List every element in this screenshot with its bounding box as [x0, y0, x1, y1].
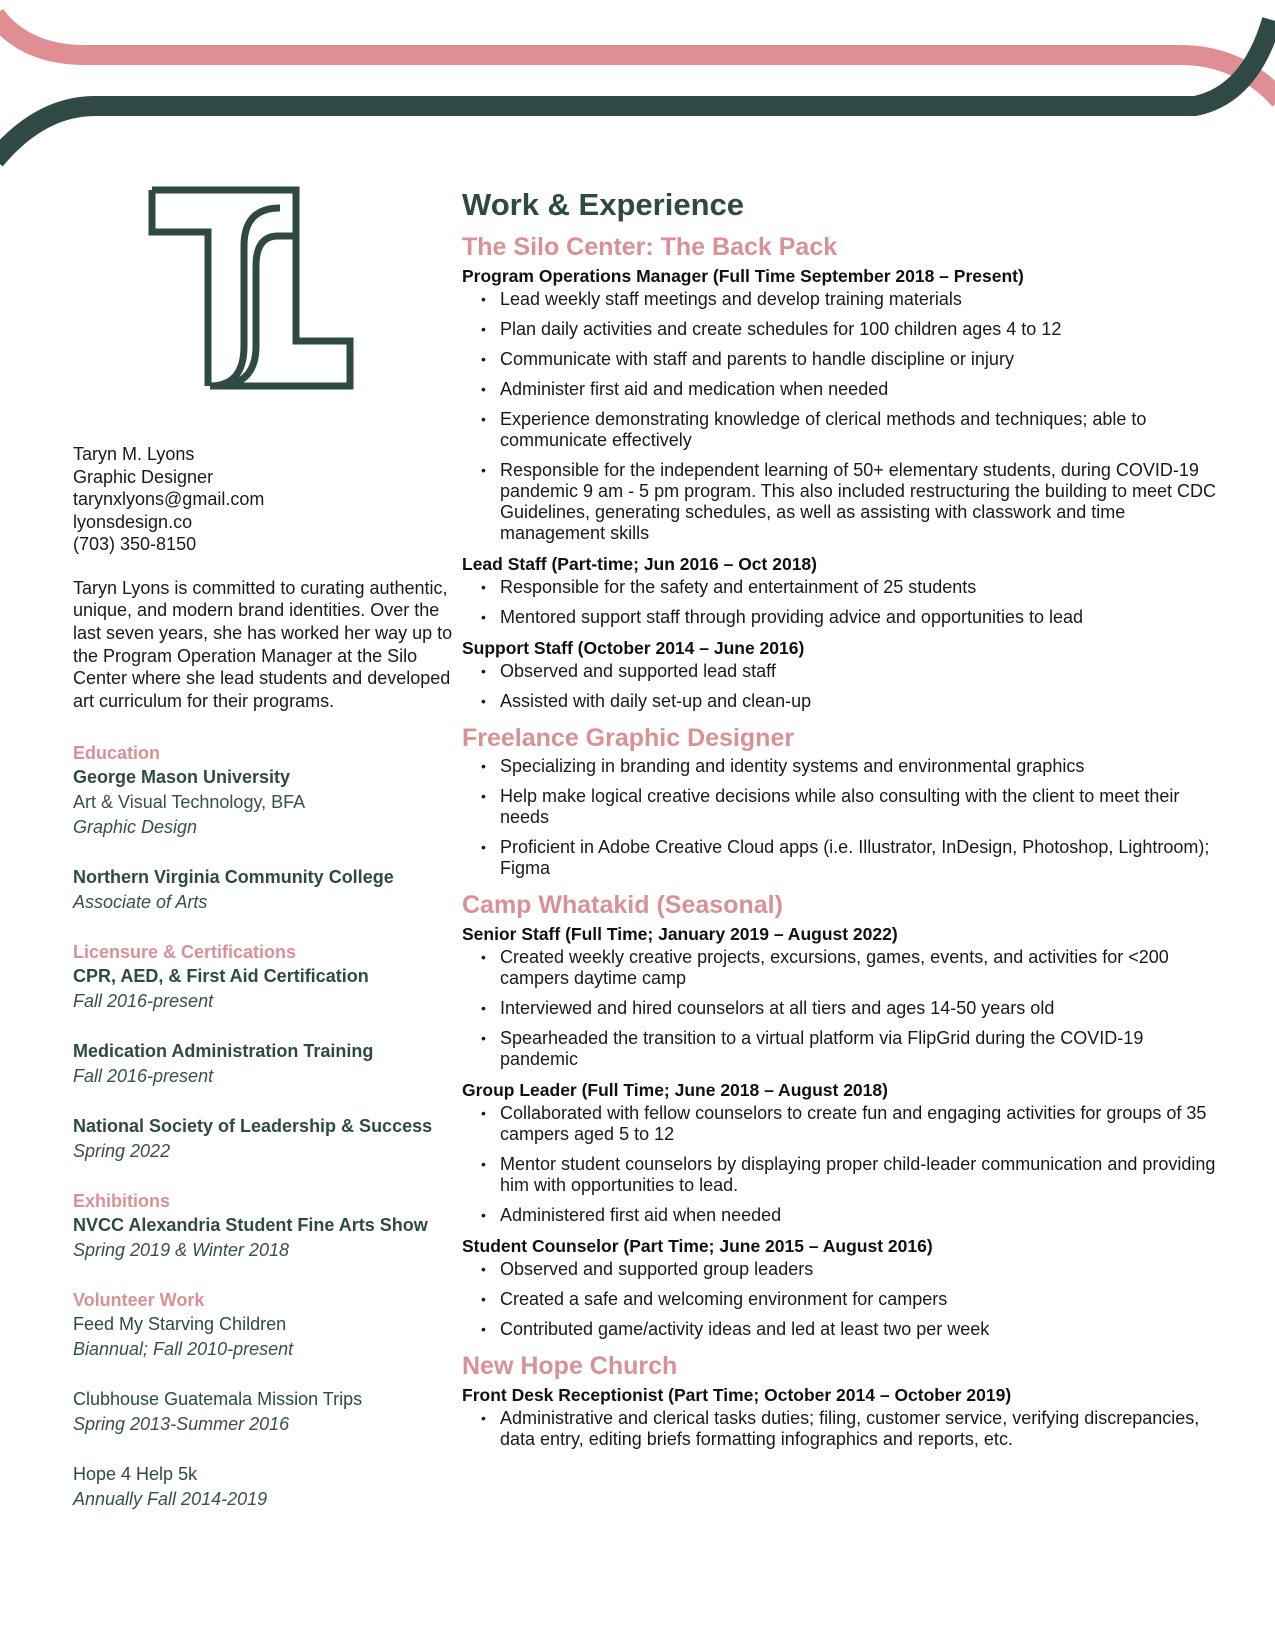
bullet-item: • Responsible for the safety and entertainment of 25 students [462, 577, 1217, 598]
entry-name: Northern Virginia Community College [73, 866, 394, 887]
bullet-item: • Created a safe and welcoming environment for campers [462, 1289, 1217, 1310]
entry-name: Medication Administration Training [73, 1040, 374, 1061]
org-name: The Silo Center: The Back Pack [462, 233, 838, 261]
entry-name: Hope 4 Help 5k [73, 1463, 198, 1484]
entry-period: Fall 2016-present [73, 990, 214, 1011]
bullet-item: • Administrative and clerical tasks duties; filing, customer service, verifying discrepancies, data entry, editing briefs formatting infographics and reports, etc. [462, 1408, 1217, 1450]
bullet-list [462, 289, 1217, 544]
profile-email[interactable]: tarynxlyons@gmail.com [73, 489, 265, 509]
bullet-item: • Collaborated with fellow counselors to create fun and engaging activities for groups of 35 campers aged 5 to 12 [462, 1103, 1217, 1145]
org-name: New Hope Church [462, 1352, 678, 1380]
list-item [73, 964, 453, 1014]
entry-period: Fall 2016-present [73, 1065, 214, 1086]
bullet-item: • Assisted with daily set-up and clean-up [462, 691, 1217, 712]
section-heading: Licensure & Certifications [73, 941, 297, 962]
profile-title: Graphic Designer [73, 466, 214, 487]
header-curves [0, 0, 1275, 170]
org-camp-whatakid [462, 889, 1217, 1340]
section-heading: Exhibitions [73, 1190, 171, 1211]
list-item [73, 1039, 453, 1089]
section-heading: Education [73, 742, 161, 763]
role-title: Student Counselor (Part Time; June 2015 – August 2016) [462, 1236, 933, 1256]
role-title: Group Leader (Full Time; June 2018 – August 2018) [462, 1080, 888, 1100]
list-item [73, 1462, 453, 1512]
bullet-list [462, 1408, 1217, 1450]
bullet-item: • Mentored support staff through providing advice and opportunities to lead [462, 607, 1217, 628]
list-item [73, 1114, 453, 1164]
bullet-item: • Lead weekly staff meetings and develop training materials [462, 289, 1217, 310]
bullet-list [462, 577, 1217, 628]
entry-period: Spring 2019 & Winter 2018 [73, 1239, 289, 1260]
list-item [73, 1213, 453, 1263]
bullet-item: • Administer first aid and medication when needed [462, 379, 1217, 400]
entry-name: Feed My Starving Children [73, 1313, 287, 1334]
bullet-list [462, 1259, 1217, 1340]
profile-bio: Taryn Lyons is committed to curating authentic, unique, and modern brand identities. Over the last seven years, she has worked her way up to the Program Operation Manager at the Silo Center where she lead students and developed art curriculum for their programs. [73, 577, 453, 712]
list-item [73, 1312, 453, 1362]
org-name: Freelance Graphic Designer [462, 724, 795, 752]
bullet-item: • Communicate with staff and parents to handle discipline or injury [462, 349, 1217, 370]
entry-period: Spring 2013-Summer 2016 [73, 1413, 290, 1434]
org-new-hope-church [462, 1350, 1217, 1450]
bullet-list [462, 947, 1217, 1070]
bullet-list [462, 756, 1217, 879]
entry-period: Biannual; Fall 2010-present [73, 1338, 294, 1359]
entry-name: Clubhouse Guatemala Mission Trips [73, 1388, 363, 1409]
role-title: Support Staff (October 2014 – June 2016) [462, 638, 805, 658]
entry-name: National Society of Leadership & Success [73, 1115, 433, 1136]
entry-period: Annually Fall 2014-2019 [73, 1488, 268, 1509]
bullet-item: • Observed and supported lead staff [462, 661, 1217, 682]
bullet-item: • Experience demonstrating knowledge of clerical methods and techniques; able to communicate effectively [462, 409, 1217, 451]
bullet-item: • Administered first aid when needed [462, 1205, 1217, 1226]
sidebar [73, 443, 453, 1537]
list-item [73, 1387, 453, 1437]
tl-monogram-logo [148, 186, 358, 396]
role-title: Lead Staff (Part-time; Jun 2016 – Oct 2018) [462, 554, 817, 574]
bullet-item: • Contributed game/activity ideas and led at least two per week [462, 1319, 1217, 1340]
bullet-list [462, 661, 1217, 712]
exhibitions-section [73, 1189, 453, 1263]
pink-curve [0, 15, 1275, 100]
bullet-item: • Proficient in Adobe Creative Cloud apps (i.e. Illustrator, InDesign, Photoshop, Lightroom); Figma [462, 837, 1217, 879]
org-silo-center [462, 231, 1217, 712]
bullet-item: • Observed and supported group leaders [462, 1259, 1217, 1280]
bullet-item: • Responsible for the independent learning of 50+ elementary students, during COVID-19 pandemic 9 am - 5 pm program. This also included restructuring the building to meet CDC Guidelines, generating schedules, as well as assisting with classwork and time management skills [462, 460, 1217, 544]
org-freelance [462, 722, 1217, 879]
bullet-item: • Plan daily activities and create schedules for 100 children ages 4 to 12 [462, 319, 1217, 340]
education-section [73, 741, 453, 915]
entry-period: Associate of Arts [73, 891, 208, 912]
bullet-item: • Help make logical creative decisions while also consulting with the client to meet their needs [462, 786, 1217, 828]
entry-name: NVCC Alexandria Student Fine Arts Show [73, 1214, 428, 1235]
bullet-item: • Specializing in branding and identity systems and environmental graphics [462, 756, 1217, 777]
volunteer-section [73, 1288, 453, 1512]
profile-name: Taryn M. Lyons [73, 444, 195, 464]
org-name: Camp Whatakid (Seasonal) [462, 891, 783, 919]
list-item [73, 765, 453, 840]
bullet-item: • Interviewed and hired counselors at all tiers and ages 14-50 years old [462, 998, 1217, 1019]
licensure-section [73, 940, 453, 1164]
entry-period: Spring 2022 [73, 1140, 171, 1161]
role-title: Front Desk Receptionist (Part Time; October 2014 – October 2019) [462, 1385, 1012, 1405]
bullet-item: • Spearheaded the transition to a virtual platform via FlipGrid during the COVID-19 pandemic [462, 1028, 1217, 1070]
bullet-list [462, 1103, 1217, 1226]
entry-detail: Art & Visual Technology, BFA [73, 791, 306, 812]
role-title: Program Operations Manager (Full Time September 2018 – Present) [462, 266, 1024, 286]
work-title: Work & Experience [462, 187, 744, 222]
entry-period: Graphic Design [73, 816, 198, 837]
contact-block [73, 443, 453, 556]
list-item [73, 865, 453, 915]
section-heading: Volunteer Work [73, 1289, 205, 1310]
entry-name: George Mason University [73, 766, 291, 787]
profile-phone: (703) 350-8150 [73, 534, 197, 554]
green-curve [0, 20, 1272, 160]
profile-website[interactable]: lyonsdesign.co [73, 511, 193, 532]
work-experience [462, 186, 1217, 1460]
bullet-item: • Created weekly creative projects, excursions, games, events, and activities for <200 campers daytime camp [462, 947, 1217, 989]
entry-name: CPR, AED, & First Aid Certification [73, 965, 369, 986]
role-title: Senior Staff (Full Time; January 2019 – August 2022) [462, 924, 898, 944]
bullet-item: • Mentor student counselors by displaying proper child-leader communication and providing him with opportunities to lead. [462, 1154, 1217, 1196]
